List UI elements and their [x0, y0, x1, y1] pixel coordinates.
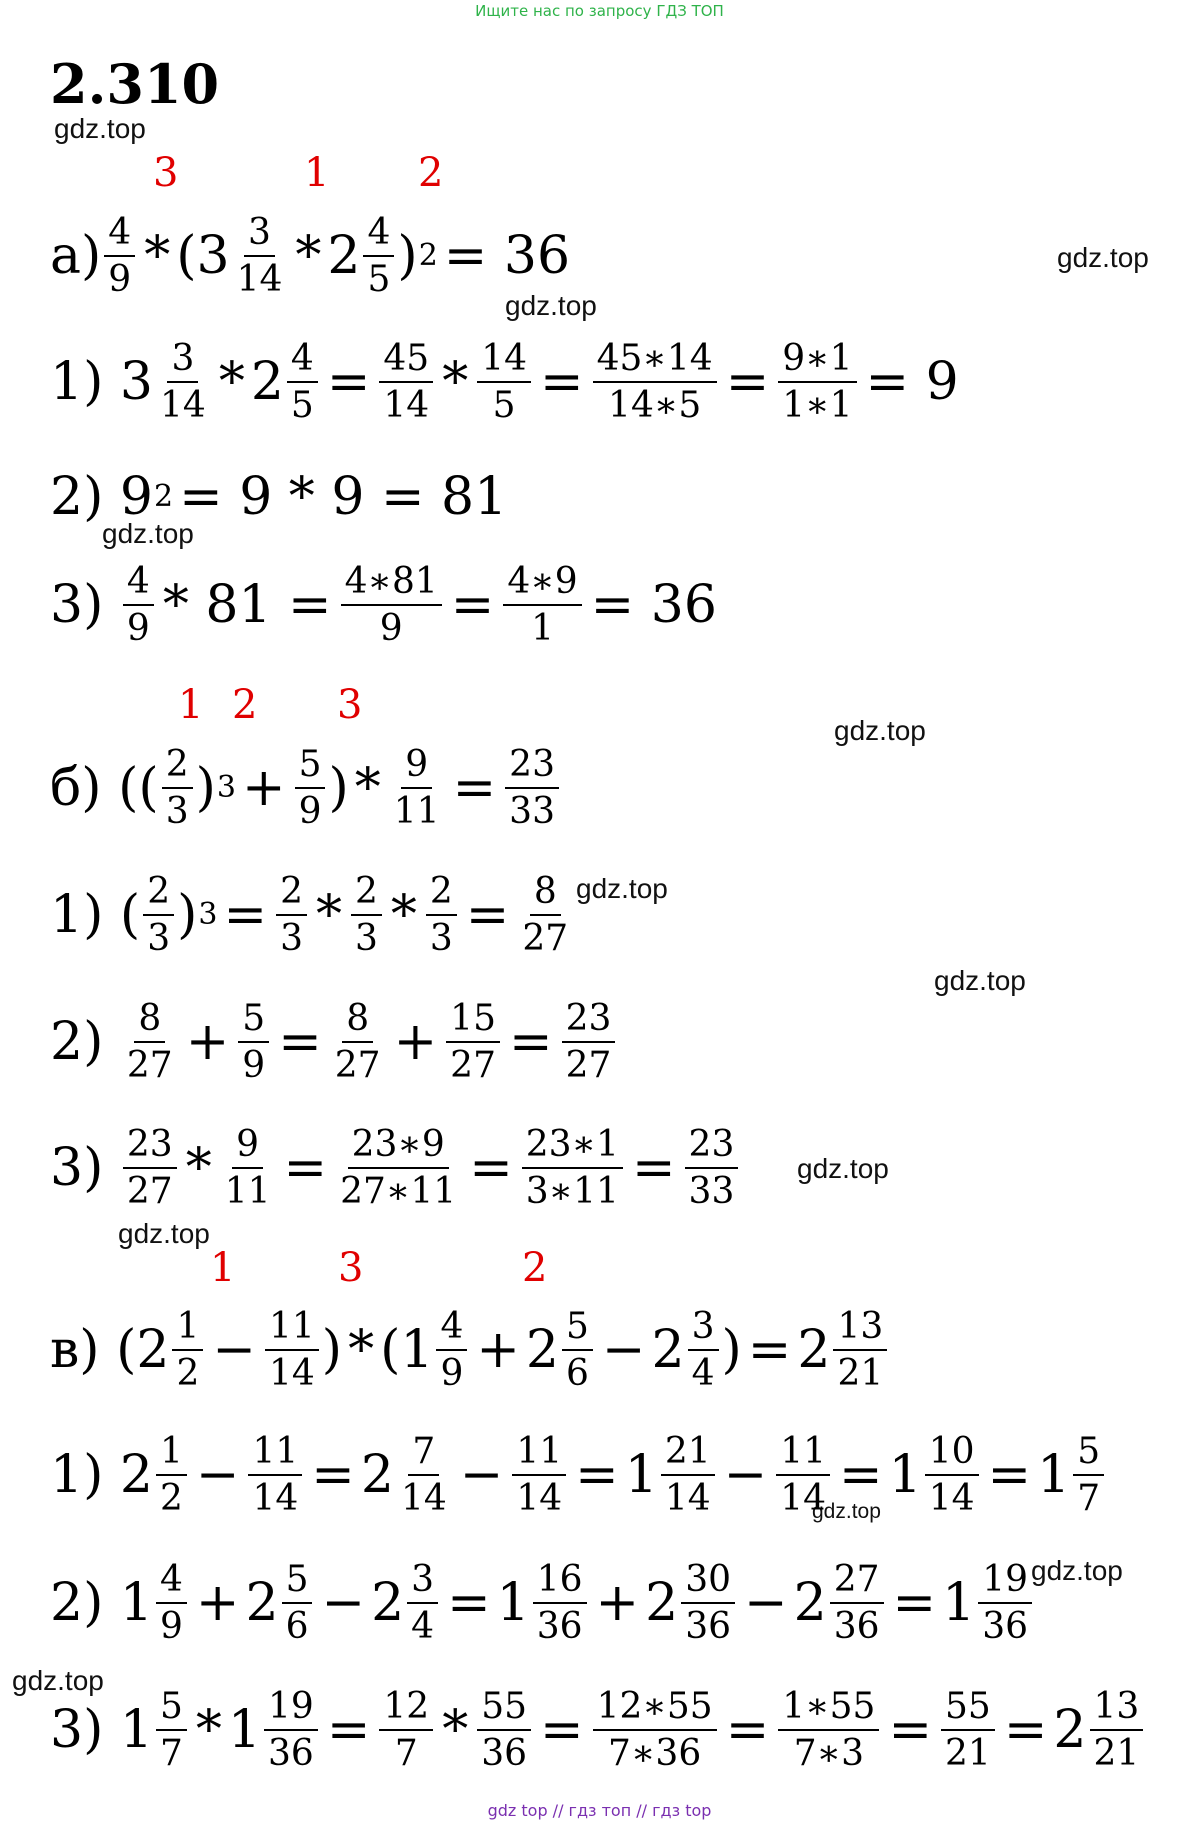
step-b2: 2) $\frac{8}{27}$ + $\frac{5}{9}$ = $\frac{8}{27}$ + $\frac{15}{27}$ = $\frac{23}{27}$	[50, 992, 618, 1092]
task-v: в) (2 $\frac{1}{2}$ − $\frac{11}{14}$ ) * (1 $\frac{4}{9}$ + 2 $\frac{5}{6}$ − 2 $\frac{3}{4}$ ) = 2 $\frac{13}{21}$	[50, 1300, 890, 1400]
part-label: б)	[50, 758, 102, 818]
part-label: в)	[50, 1320, 100, 1380]
watermark: gdz.top	[797, 1153, 889, 1184]
watermark: gdz.top	[834, 715, 926, 746]
step-a2: 2) 9 2 = 9 * 9 = 81	[50, 467, 508, 527]
order-number: 2	[418, 150, 444, 196]
footer-links: gdz top // гдз топ // гдз top	[487, 1801, 712, 1820]
order-number: 2	[522, 1245, 548, 1291]
order-number: 3	[338, 1245, 364, 1291]
step-a1: 1) 3 $\frac{3}{14}$ * 2 $\frac{4}{5}$ = $\frac{45}{14}$ * $\frac{14}{5}$ = $\frac{45∗14}{14∗5}$ = $\frac{9∗1}{1∗1}$ = 9	[50, 337, 959, 426]
watermark: gdz.top	[1057, 242, 1149, 273]
step-v3: 3) 1 $\frac{5}{7}$ * 1 $\frac{19}{36}$ = $\frac{12}{7}$ * $\frac{55}{36}$ = $\frac{12∗55}{7∗36}$ = $\frac{1∗55}{7∗3}$ = $\frac{55}{21}$ = 2 $\frac{13}{21}$	[50, 1680, 1146, 1780]
order-number: 1	[304, 150, 330, 196]
order-number: 3	[153, 150, 179, 196]
step-b3: 3) $\frac{23}{27}$ * $\frac{9}{11}$ = $\frac{23∗9}{27∗11}$ = $\frac{23∗1}{3∗11}$ = $\frac{23}{33}$	[50, 1118, 741, 1218]
order-number: 3	[337, 682, 363, 728]
watermark: gdz.top	[54, 113, 146, 144]
order-number: 1	[210, 1245, 236, 1291]
order-number: 1	[178, 682, 204, 728]
step-b1: 1) ( $\frac{2}{3}$ ) 3 = $\frac{2}{3}$ * $\frac{2}{3}$ * $\frac{2}{3}$ = $\frac{8}{27}$	[50, 870, 569, 959]
problem-number: 2.310	[50, 52, 220, 116]
watermark: gdz.top	[102, 518, 194, 549]
step-a3: 3) $\frac{4}{9}$ * 81 = $\frac{4∗81}{9}$ = $\frac{4∗9}{1}$ = 36	[50, 560, 717, 649]
watermark: gdz.top	[1031, 1555, 1123, 1586]
part-label: а)	[50, 226, 102, 286]
step-v2: 2) 1 $\frac{4}{9}$ + 2 $\frac{5}{6}$ − 2 $\frac{3}{4}$ = 1 $\frac{16}{36}$ + 2 $\frac{30}{36}$ − 2 $\frac{27}{36}$ = 1 $\frac{19}{36}$	[50, 1553, 1035, 1653]
order-number: 2	[232, 682, 258, 728]
task-b: б) (( $\frac{2}{3}$ ) 3 + $\frac{5}{9}$ ) * $\frac{9}{11}$ = $\frac{23}{33}$	[50, 738, 562, 838]
watermark: gdz.top	[12, 1665, 104, 1696]
watermark: gdz.top	[934, 965, 1026, 996]
step-v1: 1) 2 $\frac{1}{2}$ − $\frac{11}{14}$ = 2 $\frac{7}{14}$ − $\frac{11}{14}$ = 1 $\frac{21}{14}$ − $\frac{11}{14}$ = 1 $\frac{10}{14}$ = 1 $\frac{5}{7}$	[50, 1425, 1107, 1525]
watermark: gdz.top	[576, 873, 668, 904]
top-banner: Ищите нас по запросу ГДЗ ТОП	[475, 2, 724, 20]
task-a: а) $\frac{4}{9}$ * (3 $\frac{3}{14}$ * 2 $\frac{4}{5}$ ) 2 = 36	[50, 211, 571, 300]
watermark: gdz.top	[812, 1500, 881, 1523]
watermark: gdz.top	[118, 1218, 210, 1249]
watermark: gdz.top	[505, 290, 597, 321]
